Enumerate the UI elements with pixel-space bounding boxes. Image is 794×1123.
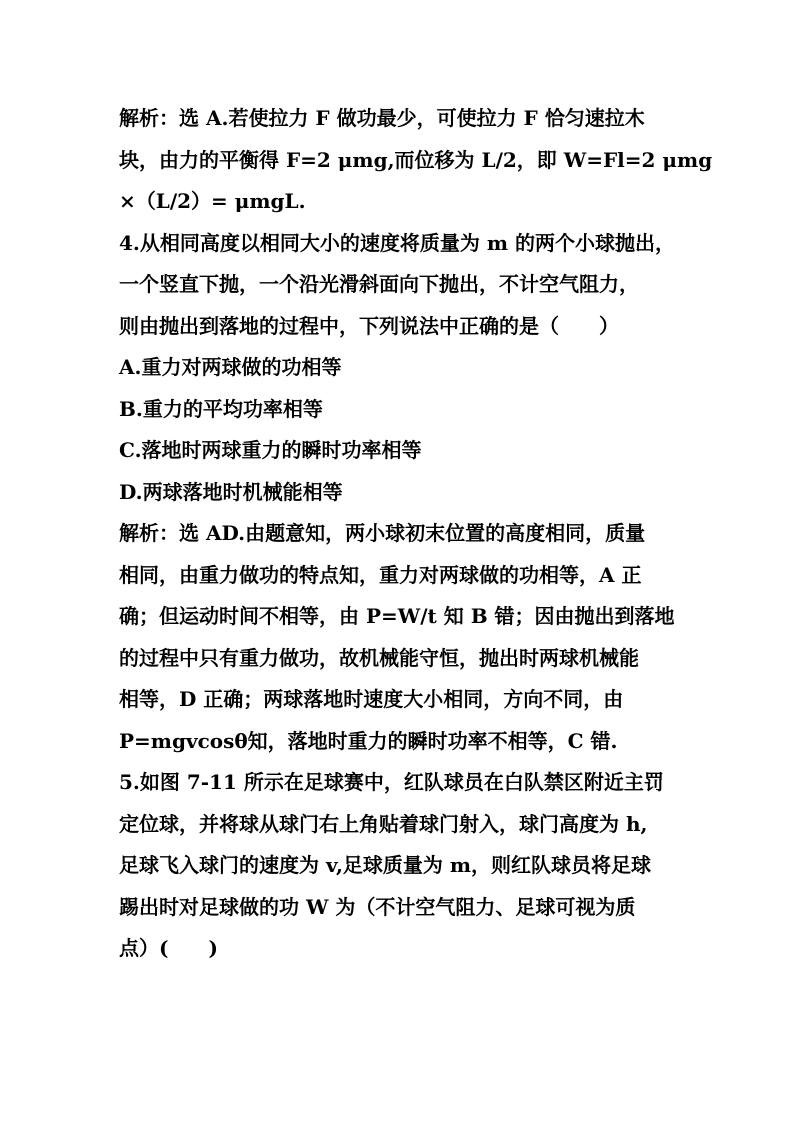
question-4-stem: 4.从相同高度以相同大小的速度将质量为 m 的两个小球抛出，: [119, 230, 675, 255]
answer-analysis: 解析：选 AD.由题意知，两小球初末位置的高度相同，质量: [119, 521, 646, 545]
document-body: [119, 98, 713, 970]
option-d: D.两球落地时机械能相等: [119, 479, 343, 504]
option-b: B.重力的平均功率相等: [119, 396, 323, 421]
text-line: 踢出时对足球做的功 W 为（不计空气阻力、足球可视为质: [119, 894, 636, 919]
text-line: 确；但运动时间不相等，由 P=W/t 知 B 错；因由抛出到落地: [119, 604, 675, 628]
text-line: 相等，D 正确；两球落地时速度大小相同，方向不同，由: [119, 687, 624, 711]
question-5-stem: 5.如图 7-11 所示在足球赛中，红队球员在白队禁区附近主罚: [119, 770, 664, 794]
text-line: 定位球，并将球从球门右上角贴着球门射入，球门高度为 h,: [119, 811, 648, 836]
text-line: 一个竖直下抛，一个沿光滑斜面向下抛出，不计空气阻力，: [119, 272, 639, 296]
text-line: 点）( ): [119, 936, 218, 960]
option-c: C.落地时两球重力的瞬时功率相等: [119, 438, 422, 462]
text-line: ×（L/2）= μmgL.: [119, 189, 306, 213]
text-line: 则由抛出到落地的过程中，下列说法中正确的是（ ）: [119, 313, 619, 338]
option-a: A.重力对两球做的功相等: [119, 355, 342, 379]
text-line: 相同，由重力做功的特点知，重力对两球做的功相等，A 正: [119, 562, 642, 587]
text-line: 块，由力的平衡得 F=2 μmg,而位移为 L/2，即 W=Fl=2 μmg: [119, 147, 713, 172]
text-line: 解析：选 A.若使拉力 F 做功最少，可使拉力 F 恰匀速拉木: [119, 106, 645, 130]
text-line: 足球飞入球门的速度为 v,足球质量为 m，则红队球员将足球: [119, 853, 652, 877]
text-line: P=mgvcosθ知，落地时重力的瞬时功率不相等，C 错.: [119, 728, 618, 753]
text-line: 的过程中只有重力做功，故机械能守恒，抛出时两球机械能: [119, 645, 639, 670]
